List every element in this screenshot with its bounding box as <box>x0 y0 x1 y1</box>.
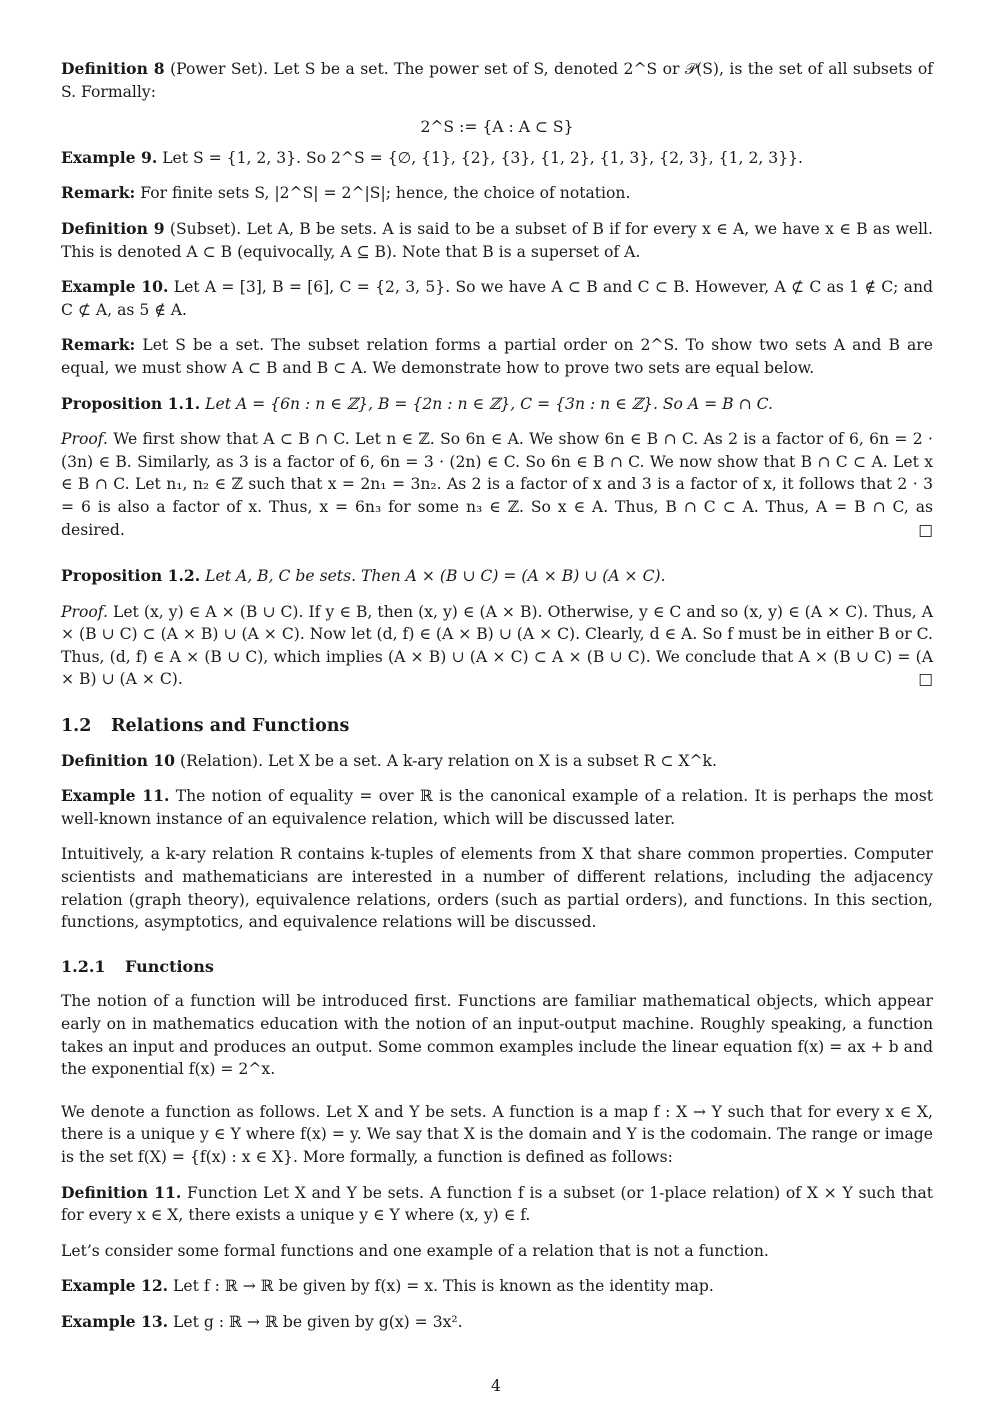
definition-8-heading: Definition 8 <box>61 59 165 78</box>
qed-symbol-2: □ <box>918 670 933 689</box>
page-number: 4 <box>491 1377 501 1395</box>
definition-11-text: Function Let X and Y be sets. A function f is a subset (or 1-place relation) of X × Y such that for every x ∈ X, there exists a unique y ∈ Y where (x, y) ∈ f. <box>61 1183 934 1225</box>
proposition-1-1-text: Let A = {6n : n ∈ ℤ}, B = {2n : n ∈ ℤ}, C = {3n : n ∈ ℤ}. So A = B ∩ C. <box>200 394 773 413</box>
definition-9-heading: Definition 9 <box>61 218 165 238</box>
subsection-title: Functions <box>125 956 214 976</box>
example-12 <box>61 1275 933 1298</box>
definition-10 <box>61 750 933 773</box>
remark-2-heading: Remark: <box>61 335 136 355</box>
functions-intro-paragraph: The notion of a function will be introduced first. Functions are familiar mathematical objects, which appear early on in mathematics education with the notion of an input-output machine. Roughly speaking, a function takes an input and produces an output. Some common examples include the linear equation f(x) = ax + b and the exponential f(x) = 2^x. <box>61 992 933 1079</box>
example-13-text: Let g : ℝ → ℝ be given by g(x) = 3x². <box>168 1312 463 1331</box>
proposition-1-1 <box>61 393 933 416</box>
proposition-1-2-heading: Proposition 1.2. <box>61 566 201 586</box>
consider-paragraph: Let’s consider some formal functions and one example of a relation that is not a function. <box>61 1241 769 1260</box>
proposition-1-1-heading: Proposition 1.1. <box>61 393 201 413</box>
subsection-heading-1-2-1 <box>61 956 933 979</box>
proof-1-heading: Proof. <box>61 430 108 449</box>
document-page <box>61 58 933 1347</box>
power-set-formula: 2^S := {A : A ⊂ S} <box>420 118 574 137</box>
example-13 <box>61 1311 933 1334</box>
remark-1-text: For finite sets S, |2^S| = 2^|S|; hence, the choice of notation. <box>135 184 631 203</box>
example-11-text: The notion of equality = over ℝ is the canonical example of a relation. It is perhaps the most well-known instance of an equivalence relation, which will be discussed later. <box>61 787 933 828</box>
proof-1 <box>61 428 933 541</box>
definition-9 <box>61 218 933 263</box>
definition-8-text: (Power Set). Let S be a set. The power set of S, denoted 2^S or 𝒫(S), is the set of all subsets of S. Formally: <box>61 60 934 101</box>
definition-10-heading: Definition 10 <box>61 750 176 770</box>
proof-2 <box>61 601 933 691</box>
definition-11-heading: Definition 11. <box>61 1182 182 1202</box>
example-12-heading: Example 12. <box>61 1276 169 1296</box>
proposition-1-2-text: Let A, B, C be sets. Then A × (B ∪ C) = (A × B) ∪ (A × C). <box>200 567 666 586</box>
example-10 <box>61 276 933 321</box>
example-10-text: Let A = [3], B = [6], C = {2, 3, 5}. So we have A ⊂ B and C ⊂ B. However, A ⊄ C as 1 ∉ C; and C ⊄ A, as 5 ∉ A. <box>61 278 934 319</box>
definition-10-text: (Relation). Let X be a set. A k-ary relation on X is a subset R ⊂ X^k. <box>175 751 717 770</box>
remark-1-heading: Remark: <box>61 183 136 203</box>
section-number: 1.2 <box>61 716 92 737</box>
example-12-text: Let f : ℝ → ℝ be given by f(x) = x. This is known as the identity map. <box>168 1277 714 1296</box>
remark-2-text: Let S be a set. The subset relation forms a partial order on 2^S. To show two sets A and B are equal, we must show A ⊂ B and B ⊂ A. We demonstrate how to prove two sets are equal below. <box>61 336 933 377</box>
definition-9-text: (Subset). Let A, B be sets. A is said to be a subset of B if for every x ∈ A, we have x ∈ B as well. This is denoted A ⊂ B (equivocally, A ⊆ B). Note that B is a superset of A. <box>61 219 934 261</box>
proof-2-heading: Proof. <box>61 602 108 621</box>
section-title: Relations and Functions <box>111 716 350 737</box>
definition-11 <box>61 1182 933 1227</box>
example-9-text: Let S = {1, 2, 3}. So 2^S = {∅, {1}, {2}, {3}, {1, 2}, {1, 3}, {2, 3}, {1, 2, 3}}. <box>157 148 803 167</box>
example-11 <box>61 785 933 830</box>
definition-8 <box>61 58 933 103</box>
proof-1-text: We first show that A ⊂ B ∩ C. Let n ∈ ℤ. So 6n ∈ A. We show 6n ∈ B ∩ C. As 2 is a factor of 6, 6n = 2 · (3n) ∈ B. Similarly, as 3 is a factor of 6, 6n = 3 · (2n) ∈ C. So 6n ∈ B ∩ C. We now show that B ∩ C ⊂ A. Let x ∈ B ∩ C. Let n₁, n₂ ∈ ℤ such that x = 2n₁ = 3n₂. As 2 is a factor of x and 3 is a factor of x, it follows that 2 · 3 = 6 is also a factor of x. Thus, x = 6n₃ for some n₃ ∈ ℤ. So x ∈ A. Thus, B ∩ C ⊂ A. Thus, A = B ∩ C, as desired. <box>61 430 933 539</box>
example-11-heading: Example 11. <box>61 786 170 806</box>
proof-2-text: Let (x, y) ∈ A × (B ∪ C). If y ∈ B, then (x, y) ∈ (A × B). Otherwise, y ∈ C and so (x, y) ∈ (A × C). Thus, A × (B ∪ C) ⊂ (A × B) ∪ (A × C). Now let (d, f) ∈ (A × B) ∪ (A × C). Clearly, d ∈ A. So f must be in either B or C. Thus, (d, f) ∈ A × (B ∪ C), which implies (A × B) ∪ (A × C) ⊂ A × (B ∪ C). We conclude that A × (B ∪ C) = (A × B) ∪ (A × C). <box>61 602 933 689</box>
section-heading-1-2 <box>61 715 933 738</box>
remark-2 <box>61 334 933 379</box>
functions-notation-paragraph: We denote a function as follows. Let X and Y be sets. A function is a map f : X → Y such that for every x ∈ X, there is a unique y ∈ Y where f(x) = y. We say that X is the domain and Y is the codomain. The range or image is the set f(X) = {f(x) : x ∈ X}. More formally, a function is defined as follows: <box>61 1102 933 1166</box>
qed-symbol-1: □ <box>918 520 933 539</box>
relations-paragraph: Intuitively, a k-ary relation R contains k-tuples of elements from X that share common properties. Computer scientists and mathematicians are interested in a number of different relations, including the adjacency relation (graph theory), equivalence relations, orders (such as partial orders), and functions. In this section, functions, asymptotics, and equivalence relations will be discussed. <box>61 845 933 932</box>
proposition-1-2 <box>61 565 933 588</box>
example-10-heading: Example 10. <box>61 277 169 297</box>
subsection-number: 1.2.1 <box>61 956 106 976</box>
example-9-heading: Example 9. <box>61 147 158 167</box>
example-9 <box>61 147 933 170</box>
remark-1 <box>61 182 933 205</box>
example-13-heading: Example 13. <box>61 1311 169 1331</box>
